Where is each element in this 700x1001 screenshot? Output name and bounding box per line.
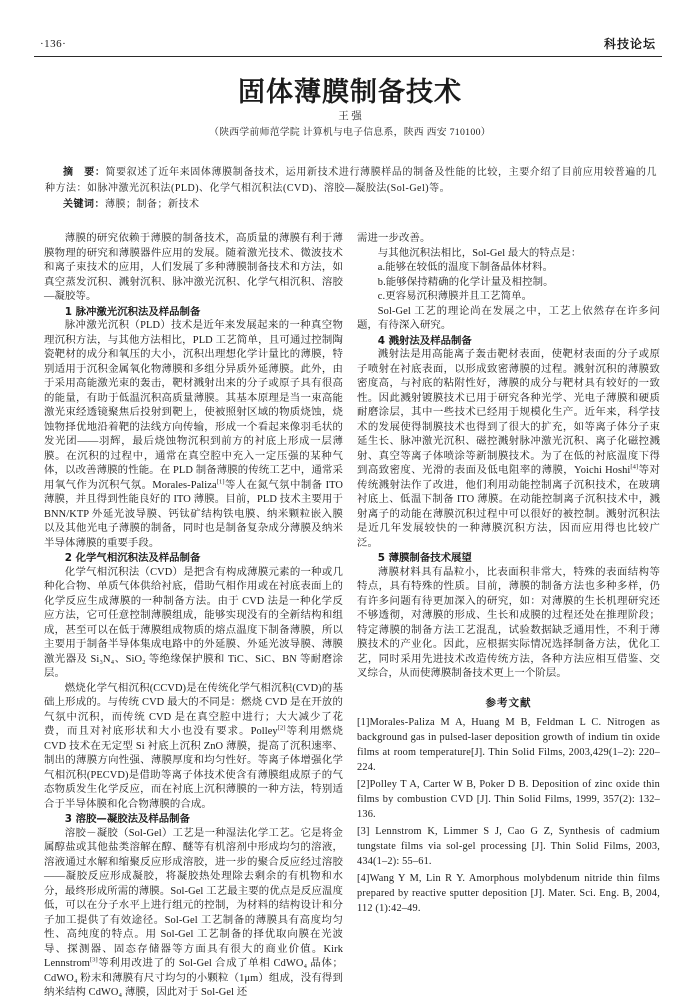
section-3-paragraph-3: Sol-Gel 工艺的理论尚在发展之中，工艺上依然存在许多问题，有待深入研究。 xyxy=(357,305,660,331)
paragraph-text: 等利用改进了的 Sol-Gel 合成了单相 CdWO₄ 晶体；CdWO₄ 粉末和薄膜有尺寸均匀的小颗粒（1μm）组成，没有得到纳米结构 CdWO₄ 薄膜，因此对于 Sol-Gel 还 xyxy=(44,958,343,998)
right-column xyxy=(357,232,660,957)
citation-marker: [1] xyxy=(216,478,225,486)
paragraph-text: 等对传统溅射法作了改进，他们利用动能控制离子沉积技术，在玻璃衬底上、低温下制备 ITO 薄膜。在动能控制离子沉积技术中，溅射离子的动能在薄膜沉积过程中可以很好的被控制。溅射沉积法是近几年发展较快的一种薄膜沉积方法，因而应用得也比较广泛。 xyxy=(357,465,660,549)
feature-item: c.更容易沉积薄膜并且工艺简单。 xyxy=(377,291,533,302)
paragraph-text: 脉冲激光沉积（PLD）技术是近年来发展起来的一种真空物理沉积方法，与其他方法相比，PLD 工艺简单，且可通过控制陶瓷靶材的成分和氧压的大小，沉积出理想化学计量比的薄膜，特别适用于沉积金属氧化物薄膜和多组分异质外延薄膜。此外，由于采用高能激光束的轰击，靶材溅射出来的分子或原子具有很高的能量，有助于低温沉积高质量薄膜。其基本原理是当一束高能激光束经透镜聚焦后投射到靶上，使被照射区域的物质烧蚀，烧蚀物择优地沿着靶的法线方向传输，形成一个看起来像羽毛状的发光团——羽辉，最后烧蚀物沉积到前方的衬底上形成一层薄膜。在沉积的过程中，通常在真空腔中充入一定压强的某种气体，以改善薄膜的性能。在 PLD 制备薄膜的传统工艺中，通常采用氧气作为沉积气氛。Morales-Paliza xyxy=(44,320,343,491)
column-name: 科技论坛 xyxy=(603,37,656,51)
author-affiliation: （陕西学前师范学院 计算机与电子信息系，陕西 西安 710100） xyxy=(209,127,491,138)
section-heading-4: 4 溅射法及样品制备 xyxy=(377,334,472,347)
intro-paragraph: 薄膜的研究依赖于薄膜的制备技术，高质量的薄膜有利于薄膜物理的研究和薄膜器件应用的发展。随着激光技术、微波技术和离子束技术的应用，人们发展了多种薄膜制备技术和方法，如真空蒸发沉积、溅射沉积、脉冲激光沉积、化学气相沉积、溶胶—凝胶等。 xyxy=(44,233,343,302)
keywords-text: 薄膜；制备；新技术 xyxy=(105,199,200,210)
section-5-paragraph: 薄膜材料具有晶粒小，比表面积非常大，特殊的表面结构等特点，具有特殊的性质。目前，薄膜的制备方法也多种多样，仍有许多问题有待更加深入的研究，如：对薄膜的生长机理研究还不够透彻，对薄膜的形成、生长和成膜的过程还处在推理阶段；特定薄膜的制备方法工艺混乱，试验数据缺乏通用性，不利于薄膜技术的产业化。因此，应根据实际情况选择制备方法，优化工艺，同时采用先进技术改造传统方法，各种方法应相互借鉴、交叉综合，从而使薄膜制备技术更上一个阶层。 xyxy=(357,566,660,679)
paragraph-text: 燃烧化学气相沉积(CCVD)是在传统化学气相沉积(CVD)的基础上形成的。与传统 CVD 最大的不同是：燃烧 CVD 是在开放的气氛中沉积，而传统 CVD 是在真空腔中进行；大大减少了花费，而且对衬底形状和大小也没有要求。Polley xyxy=(44,682,343,737)
section-4-paragraph xyxy=(357,348,660,551)
section-heading-2: 2 化学气相沉积法及样品制备 xyxy=(64,552,201,564)
header-rule xyxy=(34,56,662,57)
section-heading-3: 3 溶胶—凝胶法及样品制备 xyxy=(64,813,190,825)
section-3-paragraph-2: 与其他沉积法相比，Sol-Gel 最大的特点是： xyxy=(377,247,582,259)
article-title: 固体薄膜制备技术 xyxy=(238,77,462,108)
abstract xyxy=(45,165,657,196)
article-author: 王 强 xyxy=(338,111,362,122)
paragraph-text: 溅射法是用高能离子轰击靶材表面，使靶材表面的分子或原子喷射在衬底表面，以形成致密薄膜的过程。溅射沉积的薄膜致密度高，与衬底的粘附性好，薄膜的成分与靶材具有较好的一致性。因此溅射镀膜技术已用于研究各种光学、光电子薄膜和硬质耐磨涂层，其中一些技术已经用于规模化生产。近年来，科学技术的发展使得制膜技术也得到了很大的扩充，如等离子体分子束延生长、脉冲激光沉积、磁控溅射脉冲激光沉积、离子化磁控溅射、真空等离子体喷涂等新制膜技术。为了在低的衬底温度下得到高致密度、光滑的表面及低电阻率的薄膜，Yoichi Hoshi xyxy=(357,349,660,476)
reference-item: [1]Morales-Paliza M A, Huang M B, Feldman L C. Nitrogen as background gas in pulsed-laser deposition growth of indium tin oxide films at room temperature[J]. Thin Solid Films, 2003,429(1–2): 220–224. xyxy=(357,716,660,773)
keywords xyxy=(63,197,200,212)
section-2-paragraph-1: 化学气相沉积法（CVD）是把含有构成薄膜元素的一种或几种化合物、单质气体供给衬底，借助气相作用或在衬底表面上的化学反应生成薄膜的一种制备方法。由于 CVD 法是一种化学反应方法，它可任意控制薄膜组成，能够实现没有的全新结构和组成，甚至可以在低于薄膜组成物质的熔点温度下制备薄膜，所以主要用于制备半导体集成电路中的外延膜、外延光波导膜、薄膜激光器及 Si₃N₄、SiO₂ 等绝缘保护膜和 TiC、SiC、BN 等耐磨涂层。 xyxy=(44,566,343,679)
paragraph-text: 等利用燃烧 CVD 技术在无定型 Si 衬底上沉积 ZnO 薄膜，提高了沉积速率、制出的薄膜方向性强、薄膜厚度和均匀性好。等离子体增强化学气相沉积(PECVD)是借助等离子体技术使含有薄膜组成原子的气态物质发生化学反应，而在衬底上沉积薄膜的一种方法，特别适合于半导体膜和化合物薄膜的合成。 xyxy=(44,726,344,810)
paragraph-text: 等人在氮气氛中制备 ITO 薄膜，并且得到性能良好的 ITO 薄膜。目前，PLD 技术主要用于 BNN/KTP 外延光波导膜、钙钛矿结构铁电膜、纳米颗粒嵌入膜以及其他光电子薄膜的制备，同时也是制备复杂成分薄膜及纳米半导体薄膜的重要手段。 xyxy=(44,479,343,549)
citation-marker: [2] xyxy=(277,724,286,732)
paragraph-text: 溶胶－凝胶（Sol-Gel）工艺是一种湿法化学工艺。它是将金属醇盐或其他盐类溶解在醇、醚等有机溶剂中形成均匀的溶液，溶液通过水解和缩聚反应形成溶胶，进一步的聚合反应经过溶胶——凝胶反应形成凝胶，将凝胶热处理除去剩余的有机物和水分，最终形成所需的薄膜。Sol-Gel 工艺最主要的优点是反应温度低，可以在分子水平上进行组元的控制，为材料的结构设计和分子加工提供了有效途径。Sol-Gel 工艺制备的薄膜具有高度均匀性、高纯度的特点。用 Sol-Gel 工艺制备的择优取向膜在光波导、探测器、固态存储器等方面具有很大的商业价值。Kirk Lennstrom xyxy=(44,827,343,969)
references-heading: 参考文献 xyxy=(485,696,532,709)
citation-marker: [3] xyxy=(89,956,98,964)
keywords-label: 关键词： xyxy=(63,199,105,210)
section-heading-1: 1 脉冲激光沉积法及样品制备 xyxy=(64,305,201,318)
feature-item: a.能够在较低的温度下制备晶体材料。 xyxy=(377,262,554,273)
left-column xyxy=(44,232,344,998)
section-2-paragraph-2 xyxy=(44,682,343,813)
section-heading-5: 5 薄膜制备技术展望 xyxy=(377,552,472,564)
reference-item: [3] Lennstrom K, Limmer S J, Cao G Z, Synthesis of cadmium tungstate films via sol-gel processing [J]. Thin Solid Films, 2003, 434(1–2): 55–61. xyxy=(357,825,660,867)
section-3-paragraph-1-continued: 需进一步改善。 xyxy=(357,233,431,244)
reference-item: [4]Wang Y M, Lin R Y. Amorphous molybdenum nitride thin films prepared by reactive sputter deposition [J]. Mater. Sci. Eng. B, 2004, 112 (1):42–49. xyxy=(357,872,660,914)
page-number: ·136· xyxy=(40,38,67,50)
section-1-paragraph xyxy=(44,319,343,551)
section-3-paragraph-1 xyxy=(44,827,343,1001)
citation-marker: [4] xyxy=(630,463,639,471)
abstract-text: 简要叙述了近年来固体薄膜制备技术，运用新技术进行薄膜样品的制备及性能的比较，主要介绍了目前应用较普遍的几种方法：如脉冲激光沉积法(PLD)、化学气相沉积法(CVD)、溶胶—凝胶法(Sol-Gel)等。 xyxy=(45,167,658,194)
reference-item: [2]Polley T A, Carter W B, Poker D B. Deposition of zinc oxide thin films by combustion CVD [J]. Thin Solid Films, 1999, 357(2): 132–136. xyxy=(357,778,660,820)
feature-item: b.能够保持精确的化学计量及相控制。 xyxy=(377,276,554,288)
abstract-label: 摘 要： xyxy=(63,167,106,178)
